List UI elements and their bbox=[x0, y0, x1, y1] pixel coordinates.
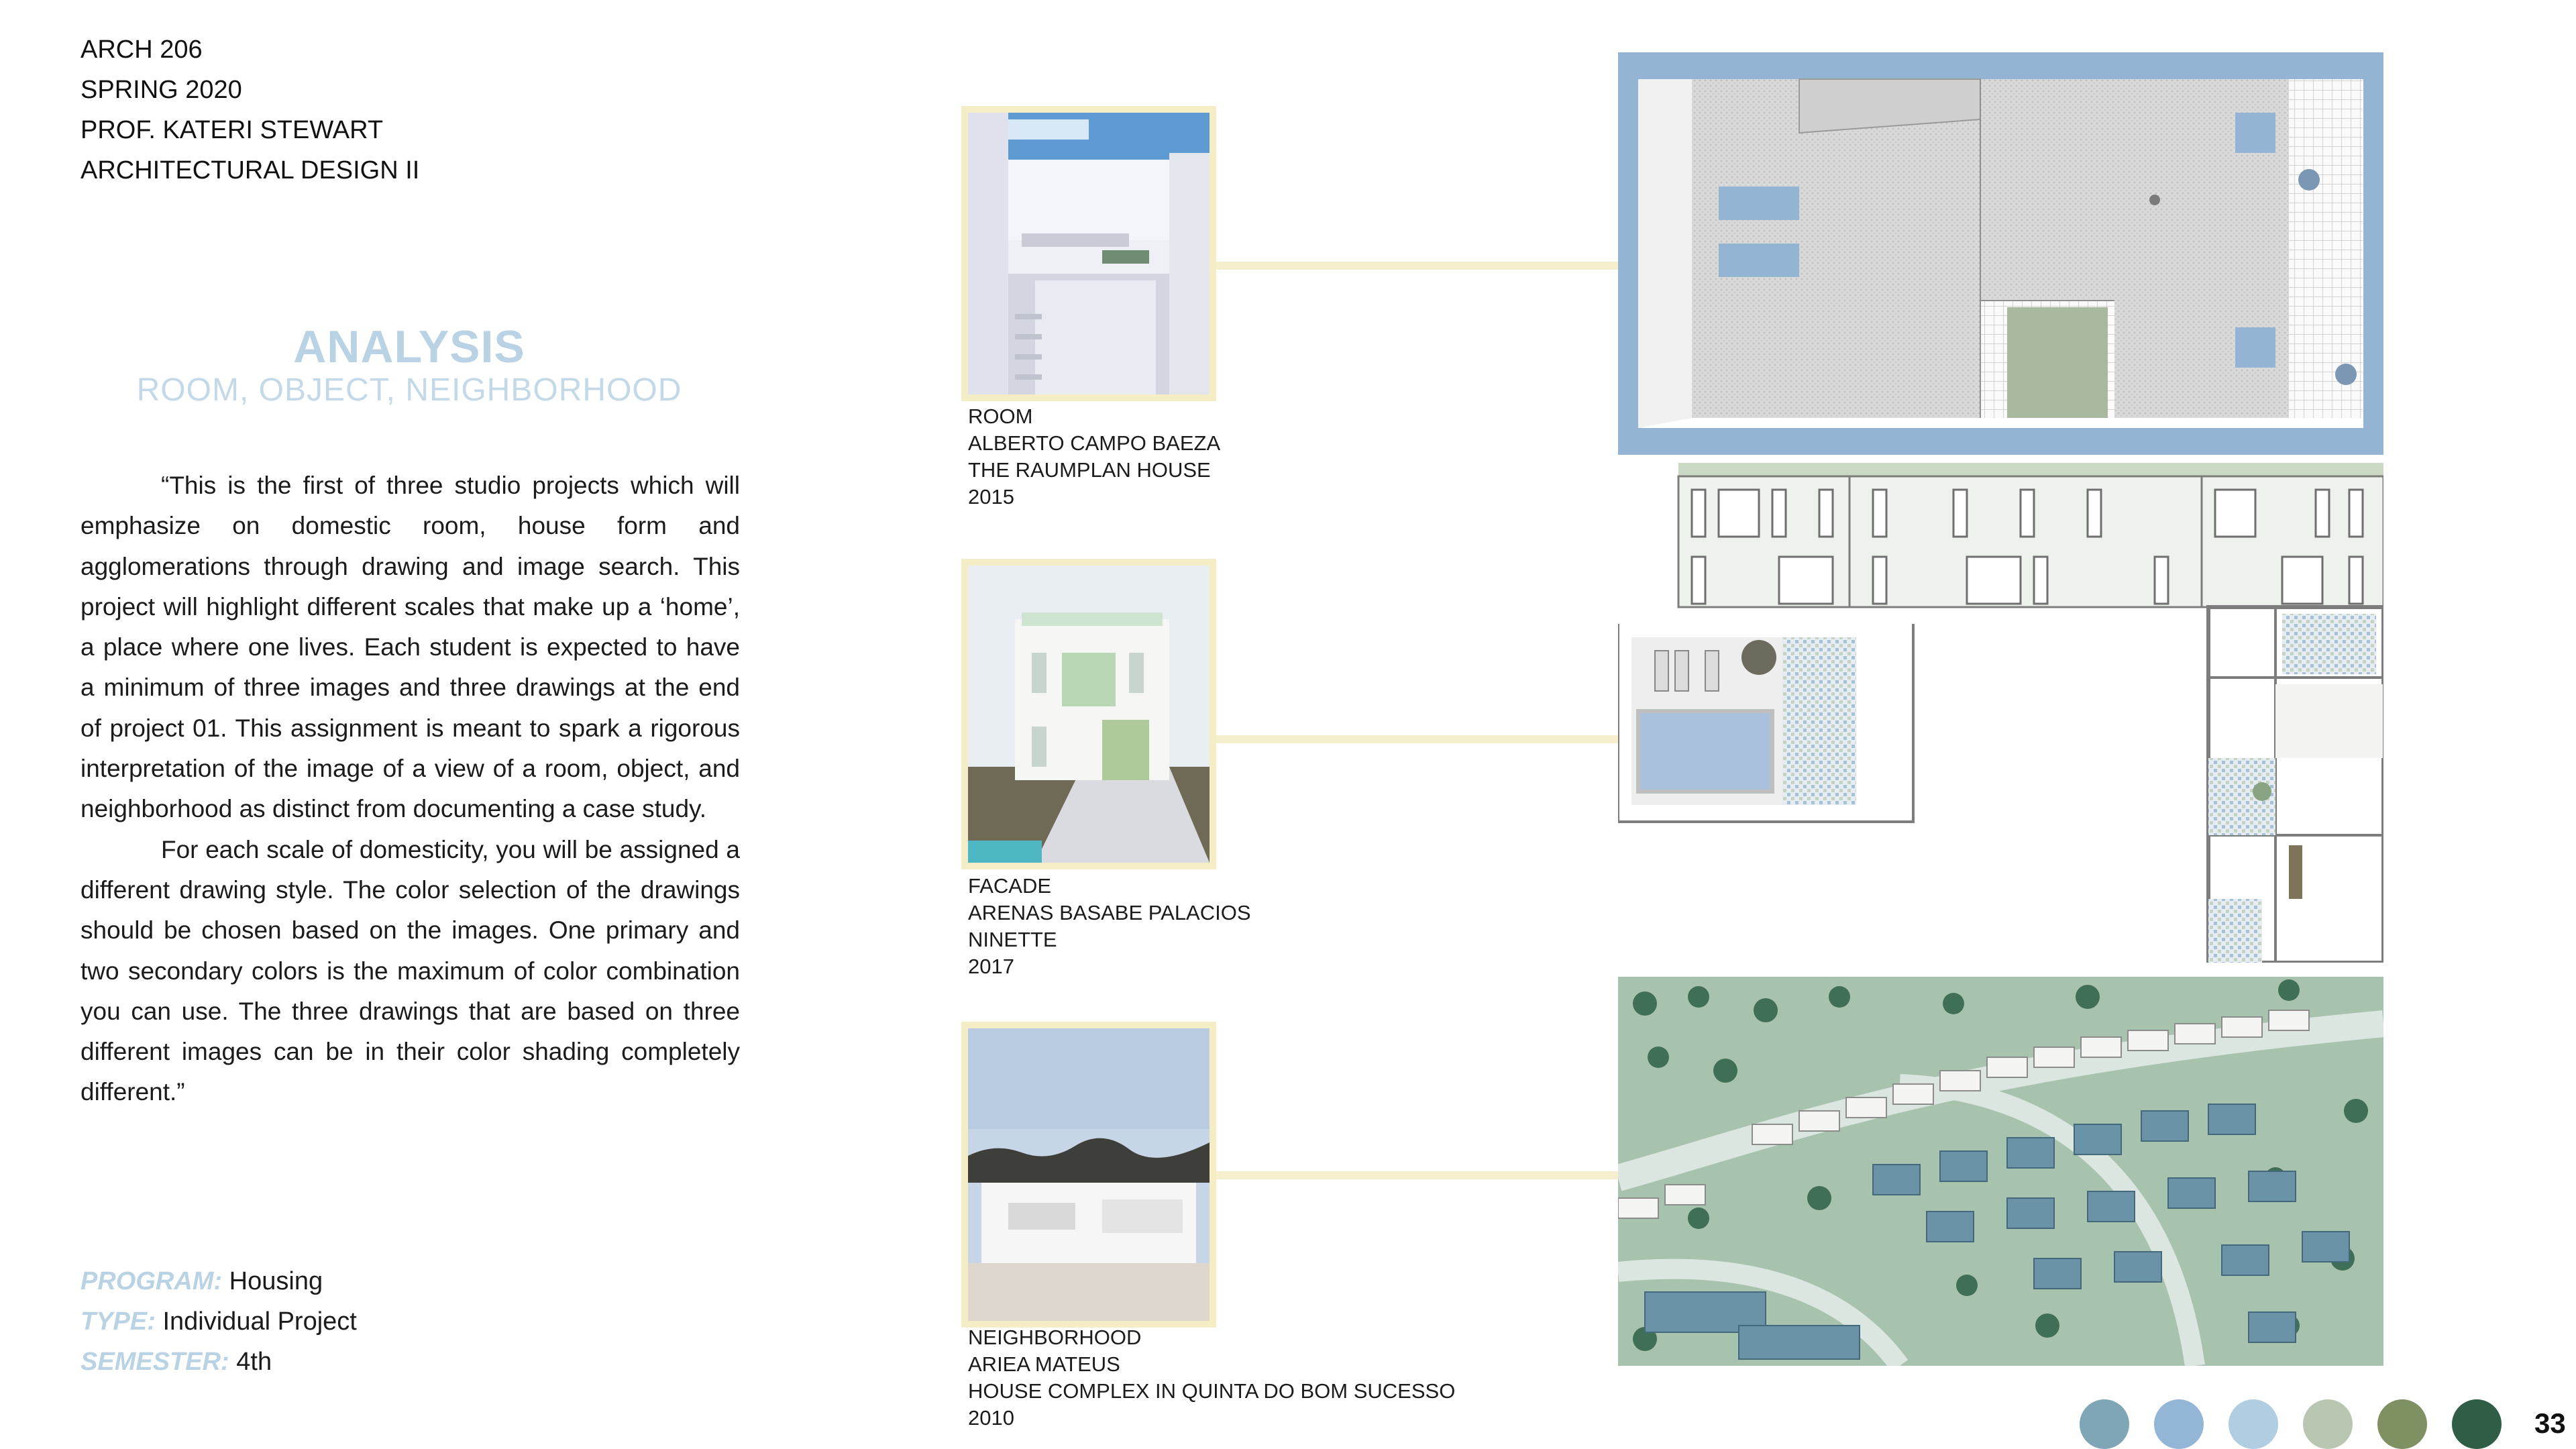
facade-photo bbox=[961, 559, 1216, 869]
room-project: THE RAUMPLAN HOUSE bbox=[968, 458, 1211, 482]
palette-swatch-2 bbox=[2154, 1399, 2204, 1449]
page-title: ANALYSIS bbox=[293, 321, 525, 372]
brief-paragraph-2: For each scale of domesticity, you will be assigned a different drawing style. The color selection of the drawings should be chosen based on the images. One primary and two secondary colors is the maximum of color combination you can use. The three drawings that are based on three different images can be in their color shading completely different.” bbox=[80, 835, 740, 1106]
project-meta bbox=[80, 1261, 357, 1382]
facade-project: NINETTE bbox=[968, 928, 1057, 951]
neighborhood-architect: ARIEA MATEUS bbox=[968, 1352, 1120, 1376]
neighborhood-caption bbox=[968, 1324, 1455, 1432]
facade-caption bbox=[968, 873, 1251, 980]
palette-swatch-1 bbox=[2080, 1399, 2129, 1449]
type-label: TYPE: bbox=[80, 1307, 156, 1336]
course-professor: PROF. KATERI STEWART bbox=[80, 116, 384, 144]
meta-program bbox=[80, 1261, 357, 1301]
neighborhood-scale: NEIGHBORHOOD bbox=[968, 1326, 1142, 1349]
brief-paragraph-1: “This is the first of three studio projects which will emphasize on domestic room, house form and agglomerations through drawing and image search. This project will highlight different scales that make up a ‘home’, a place where one lives. Each student is expected to have a minimum of three images and three drawings at the end of project 01. This assignment is meant to spark a rigorous interpretation of the image of a view of a room, object, and neighborhood as distinct from documenting a case study. bbox=[80, 472, 740, 823]
neighborhood-photo bbox=[961, 1022, 1216, 1328]
semester-label: SEMESTER: bbox=[80, 1348, 229, 1376]
facade-plan-drawing bbox=[1618, 463, 2383, 963]
course-term: SPRING 2020 bbox=[80, 76, 242, 104]
facade-year: 2017 bbox=[968, 955, 1014, 978]
program-label: PROGRAM: bbox=[80, 1267, 223, 1295]
room-architect: ALBERTO CAMPO BAEZA bbox=[968, 431, 1221, 455]
room-photo bbox=[961, 106, 1216, 401]
course-code: ARCH 206 bbox=[80, 36, 203, 64]
room-year: 2015 bbox=[968, 485, 1014, 508]
room-plan-drawing bbox=[1618, 52, 2383, 455]
type-value: Individual Project bbox=[162, 1307, 357, 1336]
palette-swatch-5 bbox=[2377, 1399, 2427, 1449]
semester-value: 4th bbox=[236, 1348, 272, 1376]
room-caption bbox=[968, 403, 1220, 511]
facade-scale: FACADE bbox=[968, 874, 1052, 898]
palette-swatch-3 bbox=[2229, 1399, 2278, 1449]
section-title bbox=[80, 322, 738, 409]
meta-type bbox=[80, 1301, 357, 1342]
assignment-brief bbox=[80, 466, 740, 1113]
neighborhood-year: 2010 bbox=[968, 1406, 1014, 1430]
neighborhood-project: HOUSE COMPLEX IN QUINTA DO BOM SUCESSO bbox=[968, 1379, 1456, 1403]
course-info bbox=[80, 30, 419, 191]
page-number: 33 bbox=[2534, 1407, 2566, 1439]
connector-room bbox=[1216, 262, 1618, 270]
neighborhood-axon-drawing bbox=[1618, 977, 2383, 1366]
page-subtitle: ROOM, OBJECT, NEIGHBORHOOD bbox=[136, 372, 682, 408]
palette-swatch-6 bbox=[2452, 1399, 2502, 1449]
connector-facade bbox=[1216, 735, 1618, 743]
palette-swatch-4 bbox=[2303, 1399, 2353, 1449]
course-title: ARCHITECTURAL DESIGN II bbox=[80, 156, 420, 184]
meta-semester bbox=[80, 1342, 357, 1382]
room-scale: ROOM bbox=[968, 405, 1033, 428]
facade-architect: ARENAS BASABE PALACIOS bbox=[968, 901, 1251, 924]
program-value: Housing bbox=[229, 1267, 323, 1295]
connector-neighborhood bbox=[1216, 1171, 1618, 1179]
